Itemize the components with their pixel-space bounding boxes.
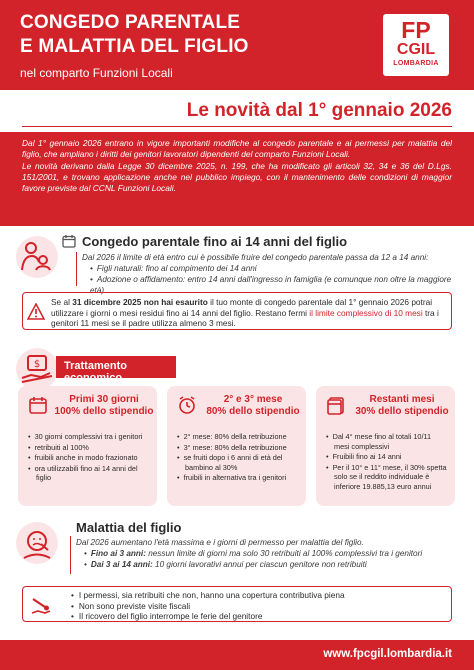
card-1-list [28,432,149,484]
card-1-item: • fruibili anche in modo frazionato [28,453,149,463]
title-line-2: E MALATTIA DEL FIGLIO [20,36,249,57]
alarm-clock-icon [177,395,197,415]
novita-heading [0,94,474,128]
parent-baby-icon [14,234,60,280]
congedo-desc: Dal 2026 il limite di età entro cui è possibile fruire del congedo parentale passa da 12 a 14 anni: [82,253,429,262]
card-2-item: • 2° mese: 80% della retribuzione [177,432,298,442]
warning-post: tra i genitori 11 mesi se il padre utilizza almeno 3 mesi. [51,307,439,328]
title-line-1: CONGEDO PARENTALE [20,12,241,33]
calendar-pages-icon [326,395,346,415]
warning-box [22,292,452,330]
notes-box [22,586,452,622]
card-3-title [350,394,454,418]
card-2-title-l1: 2° e 3° mese [223,394,283,405]
card-2-title [201,394,305,418]
card-1-title-l2: 100% dello stipendio [54,406,154,417]
note-item: • I permessi, sia retribuiti che non, hanno una copertura contributiva piena [71,590,345,601]
card-2-list [177,432,298,484]
warning-text [51,297,447,329]
card-3-title-l2: 30% dello stipendio [355,406,449,417]
intro-paragraph-1: Dal 1° gennaio 2026 entrano in vigore importanti modifiche al congedo parentale e ai permessi per malattia del figlio, che ampliano i diritti dei genitori lavoratori dipendenti del comparto Funzioni Locali. [22,138,452,160]
card-2-title-l2: 80% dello stipendio [206,406,300,417]
card-1-title-l1: Primi 30 giorni [69,394,139,405]
card-3-list [326,432,447,492]
card-1-item: • ora utilizzabili fino ai 14 anni del figlio [28,464,149,483]
trattamento-label: Trattamento economico [56,356,176,378]
thermometer-hand-icon [29,593,53,617]
card-1-title [54,394,154,418]
card-3-item: • Fruibili fino ai 14 anni [326,452,447,462]
congedo-bullet-2: • Adozione o affidamento: entro 14 anni dall'ingresso in famiglia (e comunque non oltre la maggiore età) [90,274,460,296]
malattia-bullet-1 [84,548,460,559]
warning-bold: 31 dicembre 2025 non hai esaurito [72,297,208,307]
card-secondo-terzo-mese [167,386,306,506]
logo-fp: FP [401,17,431,43]
card-3-title-l1: Restanti mesi [369,394,435,405]
malattia-vline [70,536,71,574]
warning-icon [27,303,45,321]
logo-lombardia: LOMBARDIA [393,60,439,67]
warning-mid: il tuo monte di congedo parentale dal 1° gennaio 2026 potrai utilizzare i giorni o mesi residui fino ai 14 anni del figlio. Restano fermi [51,297,433,318]
subtitle: nel comparto Funzioni Locali [20,66,173,80]
card-1-item: • retribuiti al 100% [28,443,149,453]
card-primi-30-giorni [18,386,157,506]
congedo-vline [76,252,77,286]
divider-line [22,126,452,127]
logo-cgil: CGIL [396,41,436,58]
calendar-icon [62,234,76,248]
note-item: • Non sono previste visite fiscali [71,601,345,612]
fp-cgil-logo [383,14,449,76]
malattia-bullets [84,548,460,570]
warning-pre: Se al [51,297,73,307]
congedo-bullet-1: • Figli naturali: fino al compimento dei 14 anni [90,263,460,274]
congedo-title: Congedo parentale fino ai 14 anni del figlio [82,234,348,249]
card-3-item: • Dal 4° mese fino al totali 10/11 mesi complessivi [326,432,447,451]
malattia-bullet-2 [84,559,460,570]
note-item: • Il ricovero del figlio interrompe le ferie del genitore [71,611,345,622]
card-2-item: • 3° mese: 80% della retribuzione [177,443,298,453]
card-restanti-mesi [316,386,455,506]
svg-text:$: $ [33,359,41,370]
card-1-item: • 30 giorni complessivi tra i genitori [28,432,149,442]
card-2-item: • se fruiti dopo i 6 anni di età del bambino al 30% [177,453,298,472]
malattia-b2-bold: Dai 3 ai 14 anni: [90,560,153,569]
header-banner [0,0,474,90]
intro-paragraph-2: Le novità derivano dalla Legge 30 dicembre 2025, n. 199, che ha modificato gli articoli 32, 34 e 36 del D.Lgs. 151/2001, e trovano applicazione anche nel pubblico impiego, con il mantenimento delle condizioni di maggior favore previste dal CCNL Funzioni Locali. [22,160,452,194]
card-3-item: • Per il 10° e 11° mese, il 30% spetta solo se il reddito individuale è inferiore 19.885,13 euro annui [326,463,447,492]
malattia-b2-rest: 10 giorni lavorativi annui per ciascun genitore non retribuiti [152,560,367,569]
footer-url-link[interactable]: www.fpcgil.lombardia.it [323,648,452,660]
malattia-b1-bold: Fino ai 3 anni: [90,549,146,558]
malattia-desc: Dal 2026 aumentano l'età massima e i giorni di permesso per malattia del figlio. [76,538,364,547]
malattia-b1-rest: nessun limite di giorni ma solo 30 retribuiti al 100% complessivi tra i genitori [145,549,423,558]
novita-text: Le novità dal 1° gennaio 2026 [186,100,452,121]
notes-list [71,590,345,622]
card-2-item: • fruibili in alternativa tra i genitori [177,473,298,483]
calendar-icon [28,395,48,415]
sick-child-icon [14,520,60,566]
warning-red: il limite complessivo di 10 mesi [309,307,423,318]
malattia-title: Malattia del figlio [76,520,182,535]
footer-bar [0,640,474,670]
intro-box [0,132,474,226]
